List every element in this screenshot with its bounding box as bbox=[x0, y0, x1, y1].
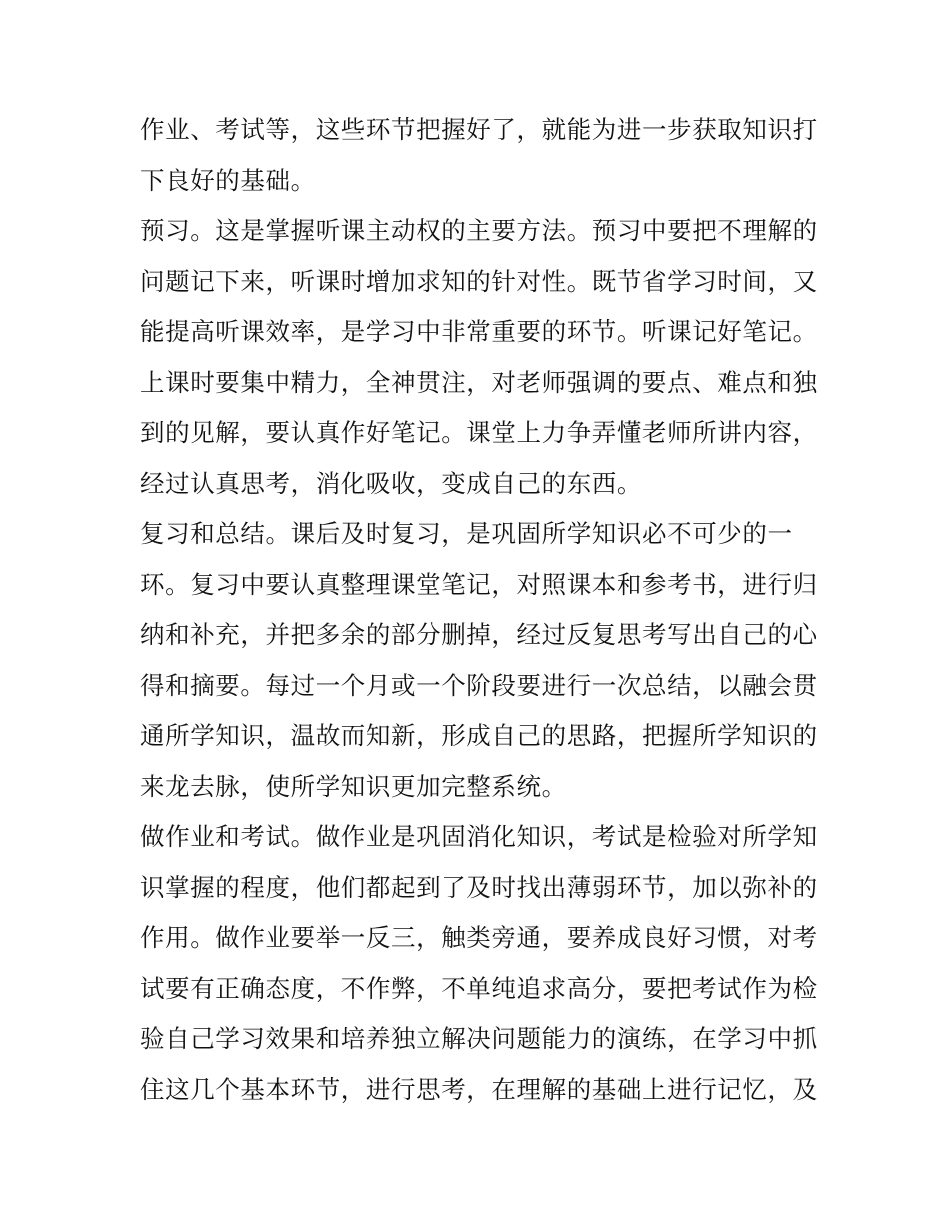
text-line: 下良好的基础。 bbox=[140, 165, 316, 195]
text-line: 环。复习中要认真整理课堂笔记，对照课本和参考书，进行归 bbox=[140, 569, 818, 599]
text-line: 能提高听课效率，是学习中非常重要的环节。听课记好笔记。 bbox=[140, 317, 818, 346]
text-line: 通所学知识，温故而知新，形成自己的思路，把握所学知识的 bbox=[140, 721, 818, 750]
text-line: 复习和总结。课后及时复习，是巩固所学知识必不可少的一 bbox=[140, 519, 793, 548]
text-line: 识掌握的程度，他们都起到了及时找出薄弱环节，加以弥补的 bbox=[140, 872, 818, 902]
text-line: 住这几个基本环节，进行思考，在理解的基础上进行记忆，及 bbox=[140, 1074, 818, 1104]
text-line: 做作业和考试。做作业是巩固消化知识，考试是检验对所学知 bbox=[140, 822, 818, 851]
text-line: 上课时要集中精力，全神贯注，对老师强调的要点、难点和独 bbox=[140, 367, 818, 397]
body-text bbox=[140, 105, 820, 1115]
text-line: 试要有正确态度，不作弊，不单纯追求高分，要把考试作为检 bbox=[140, 973, 818, 1003]
text-line: 作用。做作业要举一反三，触类旁通，要养成良好习惯，对考 bbox=[140, 923, 818, 952]
text-line: 验自己学习效果和培养独立解决问题能力的演练，在学习中抓 bbox=[140, 1024, 818, 1053]
text-line: 问题记下来，听课时增加求知的针对性。既节省学习时间，又 bbox=[140, 266, 818, 296]
text-line: 作业、考试等，这些环节把握好了，就能为进一步获取知识打 bbox=[140, 115, 818, 144]
text-line: 预习。这是掌握听课主动权的主要方法。预习中要把不理解的 bbox=[140, 216, 818, 245]
text-line: 到的见解，要认真作好笔记。课堂上力争弄懂老师所讲内容， bbox=[140, 418, 818, 447]
text-line: 纳和补充，并把多余的部分删掉，经过反复思考写出自己的心 bbox=[140, 620, 818, 649]
text-line: 得和摘要。每过一个月或一个阶段要进行一次总结，以融会贯 bbox=[140, 670, 818, 700]
text-line: 经过认真思考，消化吸收，变成自己的东西。 bbox=[140, 468, 642, 498]
text-line: 来龙去脉，使所学知识更加完整系统。 bbox=[140, 771, 567, 801]
